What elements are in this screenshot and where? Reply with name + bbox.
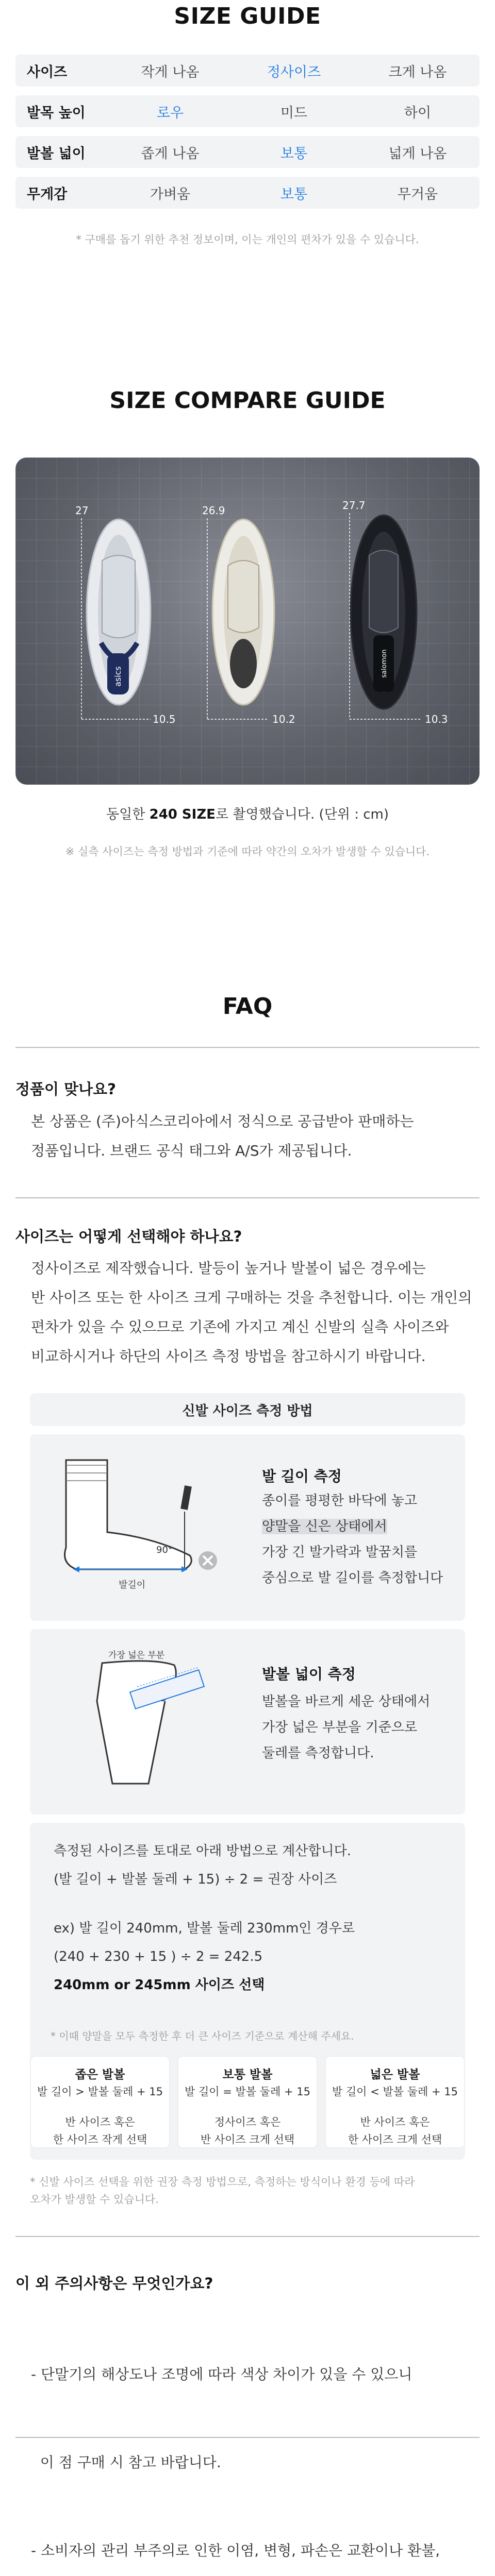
row-label: 발볼 넓이: [27, 145, 86, 162]
compare-title: SIZE COMPARE GUIDE: [109, 387, 386, 414]
card-formula: 발 길이 < 발볼 둘레 + 15: [332, 2086, 458, 2098]
size-guide-row-width: [15, 136, 480, 168]
shoe-2: [202, 504, 295, 725]
size-guide-row-size: [15, 55, 480, 87]
caption-size: 240 SIZE: [149, 807, 216, 822]
size-guide-note: * 구매를 돕기 위한 추천 정보이며, 이는 개인의 편차가 있을 수 있습니다.: [76, 233, 419, 246]
row-option-selected: 보통: [280, 145, 308, 162]
card-title: 좁은 발볼: [75, 2068, 125, 2081]
shoe-1: [75, 504, 176, 725]
shoe-3-height: 27.7: [342, 499, 366, 512]
shoe-compare-illustration: [15, 457, 480, 785]
faq-question-1: 정품이 맞나요?: [15, 1080, 117, 1098]
card-formula: 발 길이 = 발볼 둘레 + 15: [185, 2086, 310, 2098]
card-result: 반 사이즈 혹은 한 사이즈 크게 선택: [348, 2116, 442, 2146]
divider: [15, 1047, 480, 1048]
size-guide-row-ankle: [15, 95, 480, 127]
card-formula: 발 길이 > 발볼 둘레 + 15: [37, 2086, 163, 2098]
size-guide-title: SIZE GUIDE: [174, 3, 321, 29]
divider: [15, 2236, 480, 2237]
length-desc: 종이를 평평한 바닥에 놓고 양말을 신은 상태에서 가장 긴 발가락과 발꿈치를 중심으로 발 길이를 측정합니다: [262, 1493, 443, 1586]
shoe-1-height: 27: [75, 504, 89, 517]
normal-width-card: [177, 2056, 318, 2148]
faq-question-2: 사이즈는 어떻게 선택해야 하나요?: [15, 1228, 242, 1245]
row-option: 좁게 나옴: [141, 145, 200, 162]
row-option: 미드: [280, 105, 308, 121]
size-guide-row-weight: [15, 177, 480, 209]
measure-length-panel: [30, 1434, 465, 1621]
row-option-selected: 보통: [280, 186, 308, 202]
faq-answer-2: 정사이즈로 제작했습니다. 발등이 높거나 발볼이 넓은 경우에는 반 사이즈 또는 한 사이즈 크게 구매하는 것을 추천합니다. 이는 개인의 편차가 있을 수 있으므로 기존에 가지고 계신 신발의 실측 사이즈와 비교하시거나 하단의 사이즈 측정 방법을 참고하시기 바랍니다.: [31, 1260, 472, 1365]
row-option: 하이: [404, 105, 432, 121]
measure-header: 신발 사이즈 측정 방법: [30, 1393, 465, 1426]
row-option: 작게 나옴: [141, 64, 200, 80]
row-option: 가벼움: [150, 186, 191, 202]
length-label: 발길이: [119, 1580, 146, 1590]
calc-note: * 이때 양말을 모두 측정한 후 더 큰 사이즈 기준으로 계산해 주세요.: [51, 2030, 354, 2042]
foot-length-illustration: [30, 1434, 246, 1621]
calc-result: 240mm or 245mm 사이즈 선택: [54, 1977, 265, 1993]
shoe-compare-photo: [15, 457, 480, 785]
shoe-2-height: 26.9: [202, 504, 225, 517]
measure-width-panel: [30, 1629, 465, 1815]
narrow-width-card: [30, 2056, 170, 2148]
card-result: 반 사이즈 혹은 한 사이즈 작게 선택: [53, 2116, 147, 2146]
shoe-2-width: 10.2: [272, 713, 295, 725]
calc-text: 측정된 사이즈를 토대로 아래 방법으로 계산합니다. (발 길이 + 발볼 둘레 + 15) ÷ 2 = 권장 사이즈 ex) 발 길이 240mm, 발볼 둘레 230mm인 경우로 (240 + 230 + 15 ) ÷ 2 = 242.5 240mm or 245mm 사이즈 선택: [54, 1843, 355, 1993]
row-label: 사이즈: [27, 64, 68, 80]
length-highlight: 양말을 신은 상태에서: [262, 1519, 387, 1534]
faq-answer-1: 본 상품은 (주)아식스코리아에서 정식으로 공급받아 판매하는 정품입니다. 브랜드 공식 태그와 A/S가 제공됩니다.: [31, 1113, 414, 1159]
row-label: 발목 높이: [27, 105, 86, 121]
row-option: 크게 나옴: [388, 64, 447, 80]
faq-question-3: 이 외 주의사항은 무엇인가요?: [15, 2275, 213, 2292]
width-label: 가장 넓은 부분: [108, 1650, 165, 1660]
row-option: 넓게 나옴: [388, 145, 447, 162]
row-option: 무거움: [397, 186, 438, 202]
shoe-3-logo: salomon: [381, 649, 388, 678]
angle-label: 90°: [156, 1545, 173, 1555]
faq-title: FAQ: [222, 993, 273, 1020]
width-desc: 발볼을 바르게 세운 상태에서 가장 넓은 부분을 기준으로 둘레를 측정합니다.: [262, 1694, 431, 1761]
row-option-selected: 로우: [156, 105, 184, 121]
shoe-1-logo: asics: [113, 666, 123, 687]
card-result: 정사이즈 혹은 반 사이즈 크게 선택: [200, 2116, 295, 2146]
shoe-1-width: 10.5: [153, 713, 176, 725]
compare-caption: 동일한 240 SIZE로 촬영했습니다. (단위 : cm): [106, 807, 389, 822]
row-option-selected: 정사이즈: [267, 64, 321, 80]
row-label: 무게감: [27, 186, 68, 202]
shoe-3: [342, 499, 448, 725]
width-title: 발볼 넓이 측정: [262, 1666, 356, 1683]
divider: [15, 1197, 480, 1198]
measure-foot-note: * 신발 사이즈 선택을 위한 권장 측정 방법으로, 측정하는 방식이나 환경 등에 따라 오차가 발생할 수 있습니다.: [30, 2176, 415, 2206]
wide-width-card: [325, 2056, 465, 2148]
foot-width-illustration: [30, 1629, 246, 1815]
length-title: 발 길이 측정: [262, 1468, 342, 1485]
faq-answer-3: - 단말기의 해상도나 조명에 따라 색상 차이가 있을 수 있으니 이 점 구매 시 참고 바랍니다. - 소비자의 관리 부주의로 인한 이염, 변형, 파손은 교환이나 환불,: [31, 2366, 440, 2559]
compare-note: ※ 실측 사이즈는 측정 방법과 기준에 따라 약간의 오차가 발생할 수 있습니다.: [65, 845, 430, 858]
divider: [15, 2437, 480, 2438]
card-title: 보통 발볼: [222, 2068, 273, 2081]
shoe-3-width: 10.3: [425, 713, 448, 725]
card-title: 넓은 발볼: [370, 2068, 420, 2081]
